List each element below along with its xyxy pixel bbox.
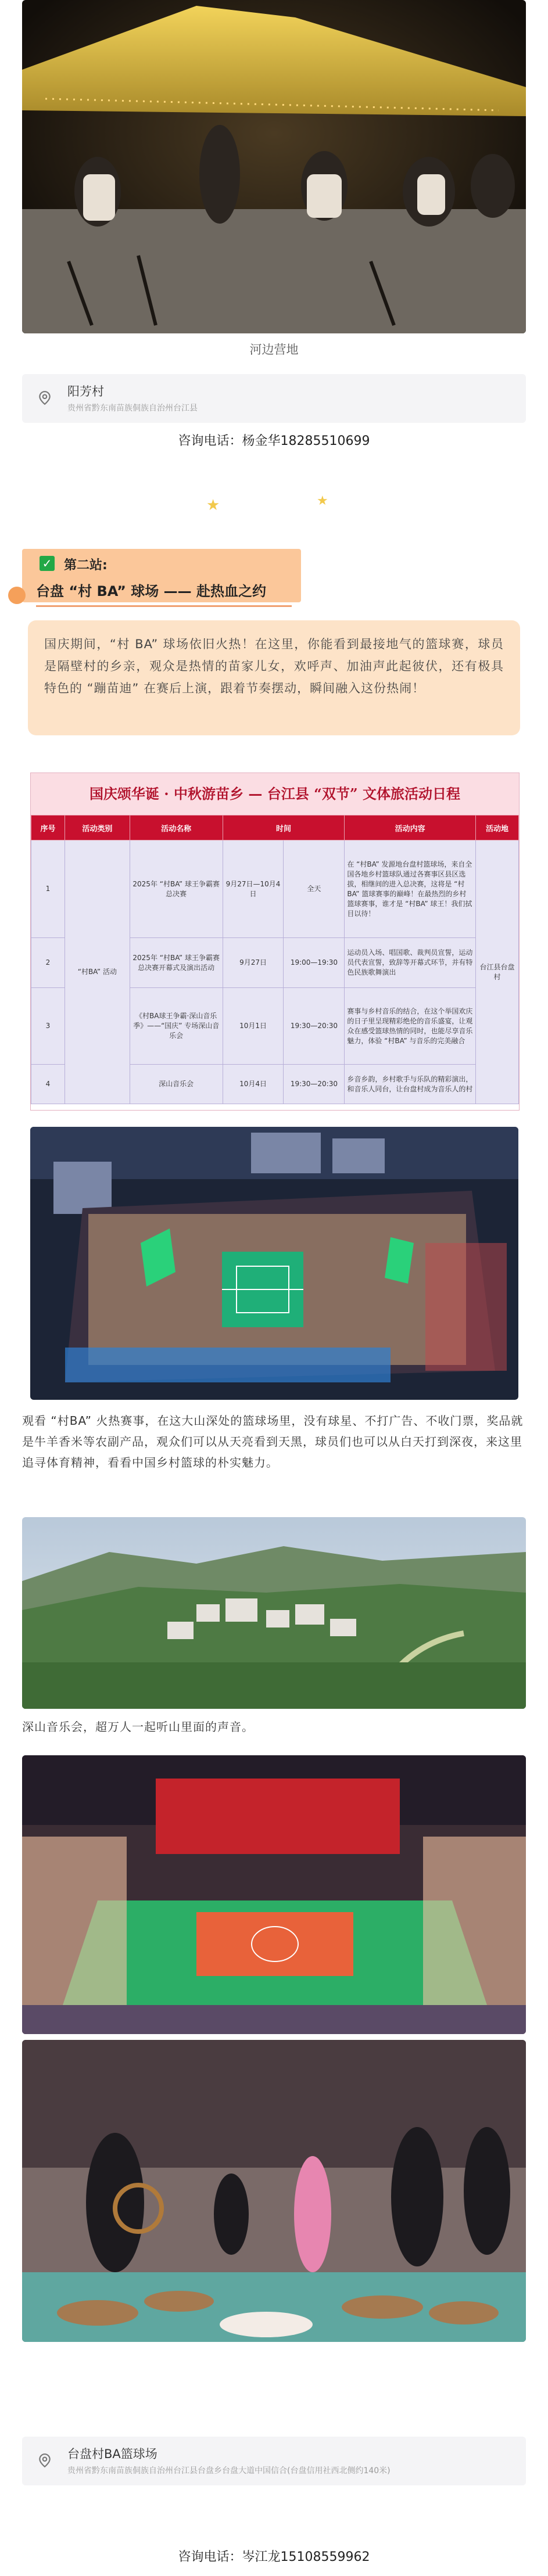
checkmark-icon: ✓ bbox=[40, 556, 55, 571]
location-pin-icon bbox=[37, 2453, 52, 2468]
row-venue: 台江县台盘村 bbox=[476, 840, 519, 1104]
location-pin-icon bbox=[37, 390, 52, 405]
riverside-camp-photo bbox=[22, 0, 526, 333]
star-icon: ★ bbox=[317, 494, 328, 508]
row-name: 深山音乐会 bbox=[130, 1065, 223, 1104]
stadium-aerial-photo bbox=[30, 1127, 518, 1400]
location-card-taipan[interactable] bbox=[22, 2437, 526, 2485]
location-address: 贵州省黔东南苗族侗族自治州台江县 bbox=[67, 404, 198, 413]
station-title: 台盘 “村 BA” 球场 —— 赴热血之约 bbox=[36, 583, 266, 599]
table-row bbox=[31, 840, 519, 938]
intro-box bbox=[28, 620, 520, 735]
crowd-celebration-photo bbox=[22, 2040, 526, 2342]
row-time: 19:30—20:30 bbox=[284, 988, 345, 1065]
row-no: 4 bbox=[31, 1065, 65, 1104]
row-name: 2025年 “村BA” 球王争霸赛总决赛 bbox=[130, 840, 223, 938]
decorative-dot bbox=[8, 587, 26, 604]
paragraph-concert: 深山音乐会，超万人一起听山里面的声音。 bbox=[22, 1720, 254, 1734]
row-name: 《村BA球王争霸·深山音乐季》——“国庆” 专场深山音乐会 bbox=[130, 988, 223, 1065]
location-name: 阳芳村 bbox=[67, 385, 104, 398]
paragraph-cunba: 观看 “村BA” 火热赛事，在这大山深处的篮球场里，没有球星、不打广告、不收门票，奖品就是牛羊香米等农副产品，观众们可以从天亮看到天黑，球员们也可以从白天打到深夜，来这里追寻体育精神，看看中国乡村篮球的朴实魅力。 bbox=[22, 1414, 524, 1470]
row-name: 2025年 “村BA” 球王争霸赛总决赛开幕式及演出活动 bbox=[130, 938, 223, 988]
row-content: 运动员入场、唱国歌、裁判员宣誓，运动员代表宣誓，致辞等开幕式环节，并有特色民族歌舞演出 bbox=[345, 938, 476, 988]
star-icon: ★ bbox=[206, 497, 220, 514]
header-category: 活动类别 bbox=[65, 815, 130, 840]
header-no: 序号 bbox=[31, 815, 65, 840]
row-time: 全天 bbox=[284, 840, 345, 938]
contact-phone: 咨询电话：杨金华18285510699 bbox=[178, 434, 370, 448]
photo-caption: 河边营地 bbox=[249, 343, 299, 357]
schedule-title: 国庆颂华诞 · 中秋游苗乡 — 台江县 “双节” 文体旅活动日程 bbox=[31, 773, 519, 815]
row-time: 19:30—20:30 bbox=[284, 1065, 345, 1104]
row-no: 1 bbox=[31, 840, 65, 938]
row-category: “村BA” 活动 bbox=[65, 840, 130, 1104]
header-time: 时间 bbox=[223, 815, 345, 840]
intro-text: 国庆期间，“村 BA” 球场依旧火热！在这里，你能看到最接地气的篮球赛，球员是隔壁村的乡亲，观众是热情的苗家儿女，欢呼声、加油声此起彼伏，还有极具特色的 “蹦苗迪” 在赛后上演，跟着节奏摆动，瞬间融入这份热闹！ bbox=[44, 637, 504, 695]
row-content: 赛事与乡村音乐的结合，在这个举国欢庆的日子里呈现精彩绝伦的音乐盛宴，让观众在感受篮球热情的同时，也能尽享音乐魅力，体验 “村BA” 与音乐的完美融合 bbox=[345, 988, 476, 1065]
location-address: 贵州省黔东南苗族侗族自治州台江县台盘乡台盘大道中国信合(台盘信用社西北侧约140米) bbox=[67, 2466, 391, 2476]
row-no: 2 bbox=[31, 938, 65, 988]
row-content: 在 “村BA” 发源地台盘村篮球场，来自全国各地乡村篮球队通过各赛事区县区选拔，相继间的进入总决赛，这将是 “村BA” 篮球赛事的巅峰！在最热烈的乡村篮球赛事，谁才是 “村BA” 球王！我们拭目以待！ bbox=[345, 840, 476, 938]
contact-phone: 咨询电话：岑江龙15108559962 bbox=[178, 2550, 370, 2564]
mountain-village-photo bbox=[22, 1517, 526, 1709]
court-stage-photo bbox=[22, 1755, 526, 2034]
row-content: 乡音乡韵，乡村歌手与乐队的精彩演出，和音乐人同台，让台盘村成为音乐人的村 bbox=[345, 1065, 476, 1104]
location-name: 台盘村BA篮球场 bbox=[67, 2447, 157, 2461]
row-time: 19:00—19:30 bbox=[284, 938, 345, 988]
title-underline bbox=[36, 605, 292, 607]
row-no: 3 bbox=[31, 988, 65, 1065]
row-date: 10月1日 bbox=[223, 988, 284, 1065]
row-date: 9月27日—10月4日 bbox=[223, 840, 284, 938]
header-content: 活动内容 bbox=[345, 815, 476, 840]
location-card-yangfang[interactable] bbox=[22, 374, 526, 423]
schedule-table bbox=[30, 773, 520, 1111]
row-date: 9月27日 bbox=[223, 938, 284, 988]
row-date: 10月4日 bbox=[223, 1065, 284, 1104]
table-header-row bbox=[31, 815, 519, 840]
header-venue: 活动地 bbox=[476, 815, 519, 840]
schedule-grid bbox=[31, 815, 519, 1104]
header-name: 活动名称 bbox=[130, 815, 223, 840]
station-label: 第二站: bbox=[64, 558, 108, 573]
